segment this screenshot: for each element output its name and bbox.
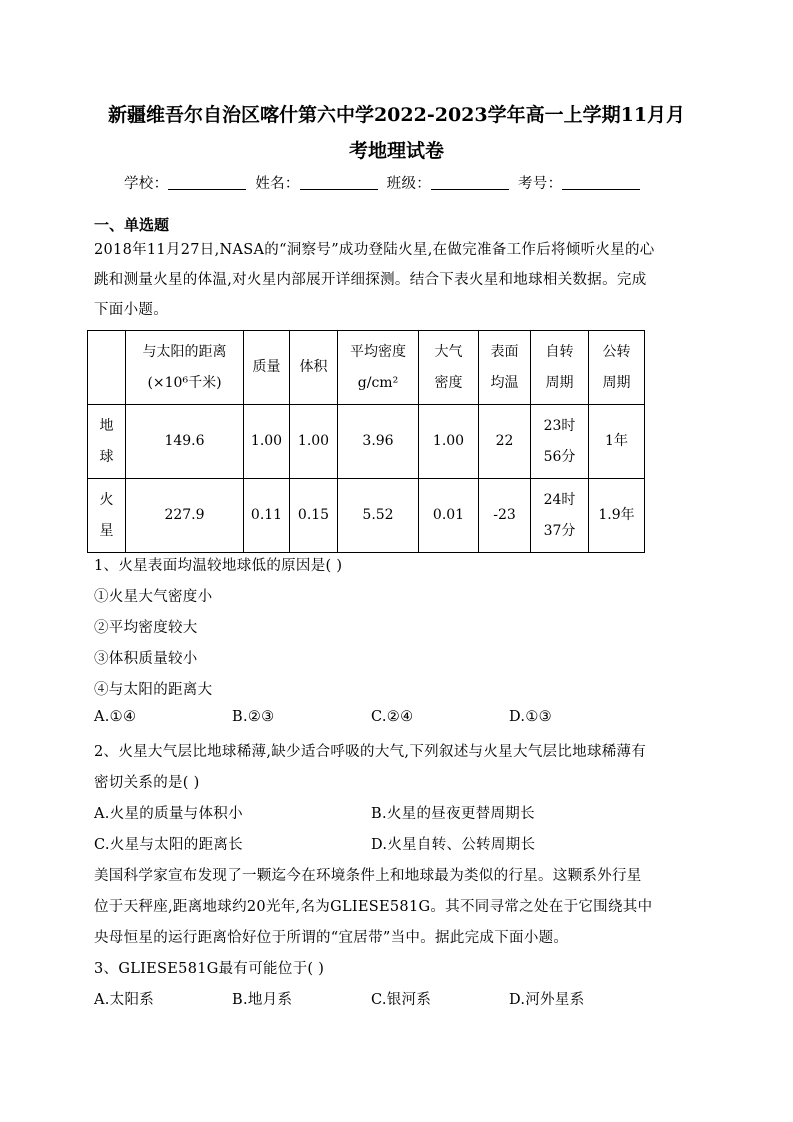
section-heading: 一、单选题 bbox=[94, 216, 170, 234]
q1-option-b[interactable]: B.②③ bbox=[232, 709, 275, 725]
table-header-cell: 大气 密度 bbox=[419, 331, 479, 405]
q3-option-d[interactable]: D.河外星系 bbox=[509, 992, 585, 1008]
table-header-cell: 平均密度 g/cm² bbox=[338, 331, 419, 405]
table-cell: 1.00 bbox=[290, 405, 338, 479]
table-header-cell: 自转 周期 bbox=[531, 331, 589, 405]
table-cell: 0.11 bbox=[244, 479, 290, 553]
row-name-cell: 地 球 bbox=[88, 405, 126, 479]
row-name-cell: 火 星 bbox=[88, 479, 126, 553]
q1-item: ③体积质量较小 bbox=[94, 651, 198, 667]
table-header-cell: 表面 均温 bbox=[479, 331, 531, 405]
table-cell: 1.00 bbox=[244, 405, 290, 479]
table-row-mars bbox=[88, 479, 645, 553]
table-header-cell: 公转 周期 bbox=[589, 331, 645, 405]
intro2-line2: 位于天秤座,距离地球约20光年,名为GLIESE581G。其不同寻常之处在于它围绕其中 bbox=[94, 899, 653, 915]
exam-number-field[interactable] bbox=[562, 175, 640, 190]
table-cell: 23时 56分 bbox=[531, 405, 589, 479]
table-header-cell: 质量 bbox=[244, 331, 290, 405]
mars-earth-table bbox=[87, 330, 645, 553]
q1-option-d[interactable]: D.①③ bbox=[509, 709, 552, 725]
q1-item: ④与太阳的距离大 bbox=[94, 682, 213, 698]
page-title-line2: 考地理试卷 bbox=[348, 140, 444, 162]
q2-option-a[interactable]: A.火星的质量与体积小 bbox=[94, 806, 243, 822]
table-row-earth bbox=[88, 405, 645, 479]
table-cell: 0.01 bbox=[419, 479, 479, 553]
table-cell: 149.6 bbox=[126, 405, 244, 479]
q3-option-a[interactable]: A.太阳系 bbox=[94, 992, 155, 1008]
name-field[interactable] bbox=[300, 175, 378, 190]
q3-option-b[interactable]: B.地月系 bbox=[232, 992, 293, 1008]
q1-item: ①火星大气密度小 bbox=[94, 589, 213, 605]
intro2-line3: 央母恒星的运行距离恰好位于所谓的“宜居带”当中。据此完成下面小题。 bbox=[94, 930, 569, 946]
intro1-line1: 2018年11月27日,NASA的“洞察号”成功登陆火星,在做完准备工作后将倾听火星的心 bbox=[94, 242, 655, 258]
q2-option-d[interactable]: D.火星自转、公转周期长 bbox=[371, 837, 536, 853]
table-cell: 227.9 bbox=[126, 479, 244, 553]
page-title: 新疆维吾尔自治区喀什第六中学2022-2023学年高一上学期11月月 bbox=[107, 104, 686, 126]
table-header-cell: 体积 bbox=[290, 331, 338, 405]
table-cell: -23 bbox=[479, 479, 531, 553]
q3-option-c[interactable]: C.银河系 bbox=[371, 992, 432, 1008]
q1-item: ②平均密度较大 bbox=[94, 620, 198, 636]
table-cell: 22 bbox=[479, 405, 531, 479]
table-cell: 24时 37分 bbox=[531, 479, 589, 553]
class-label: 班级： bbox=[386, 176, 432, 192]
q2-stem-line2: 密切关系的是( ) bbox=[94, 775, 200, 791]
class-field[interactable] bbox=[431, 175, 509, 190]
exam-number-label: 考号： bbox=[517, 176, 563, 192]
q2-option-c[interactable]: C.火星与太阳的距离长 bbox=[94, 837, 243, 853]
table-cell: 1.00 bbox=[419, 405, 479, 479]
q1-option-c[interactable]: C.②④ bbox=[371, 709, 414, 725]
school-label: 学校： bbox=[124, 176, 169, 192]
school-field[interactable] bbox=[168, 175, 246, 190]
table-cell: 0.15 bbox=[290, 479, 338, 553]
q1-option-a[interactable]: A.①④ bbox=[94, 709, 137, 725]
q3-stem: 3、GLIESE581G最有可能位于( ) bbox=[94, 961, 325, 977]
q2-stem-line1: 2、火星大气层比地球稀薄,缺少适合呼吸的大气,下列叙述与火星大气层比地球稀薄有 bbox=[94, 744, 647, 760]
table-cell: 1.9年 bbox=[589, 479, 645, 553]
table-header-cell bbox=[88, 331, 126, 405]
q1-stem: 1、火星表面均温较地球低的原因是( ) bbox=[94, 558, 343, 574]
table-cell: 1年 bbox=[589, 405, 645, 479]
table-cell: 5.52 bbox=[338, 479, 419, 553]
intro1-line3: 下面小题。 bbox=[94, 302, 168, 318]
info-fields bbox=[124, 172, 644, 193]
intro2-line1: 美国科学家宣布发现了一颗迄今在环境条件上和地球最为类似的行星。这颗系外行星 bbox=[94, 868, 642, 884]
intro1-line2: 跳和测量火星的体温,对火星内部展开详细探测。结合下表火星和地球相关数据。完成 bbox=[94, 272, 647, 288]
name-label: 姓名： bbox=[255, 176, 300, 192]
table-header-cell: 与太阳的距离 (×10⁶千米) bbox=[126, 331, 244, 405]
table-header-row bbox=[88, 331, 645, 405]
table-cell: 3.96 bbox=[338, 405, 419, 479]
q2-option-b[interactable]: B.火星的昼夜更替周期长 bbox=[371, 806, 535, 822]
